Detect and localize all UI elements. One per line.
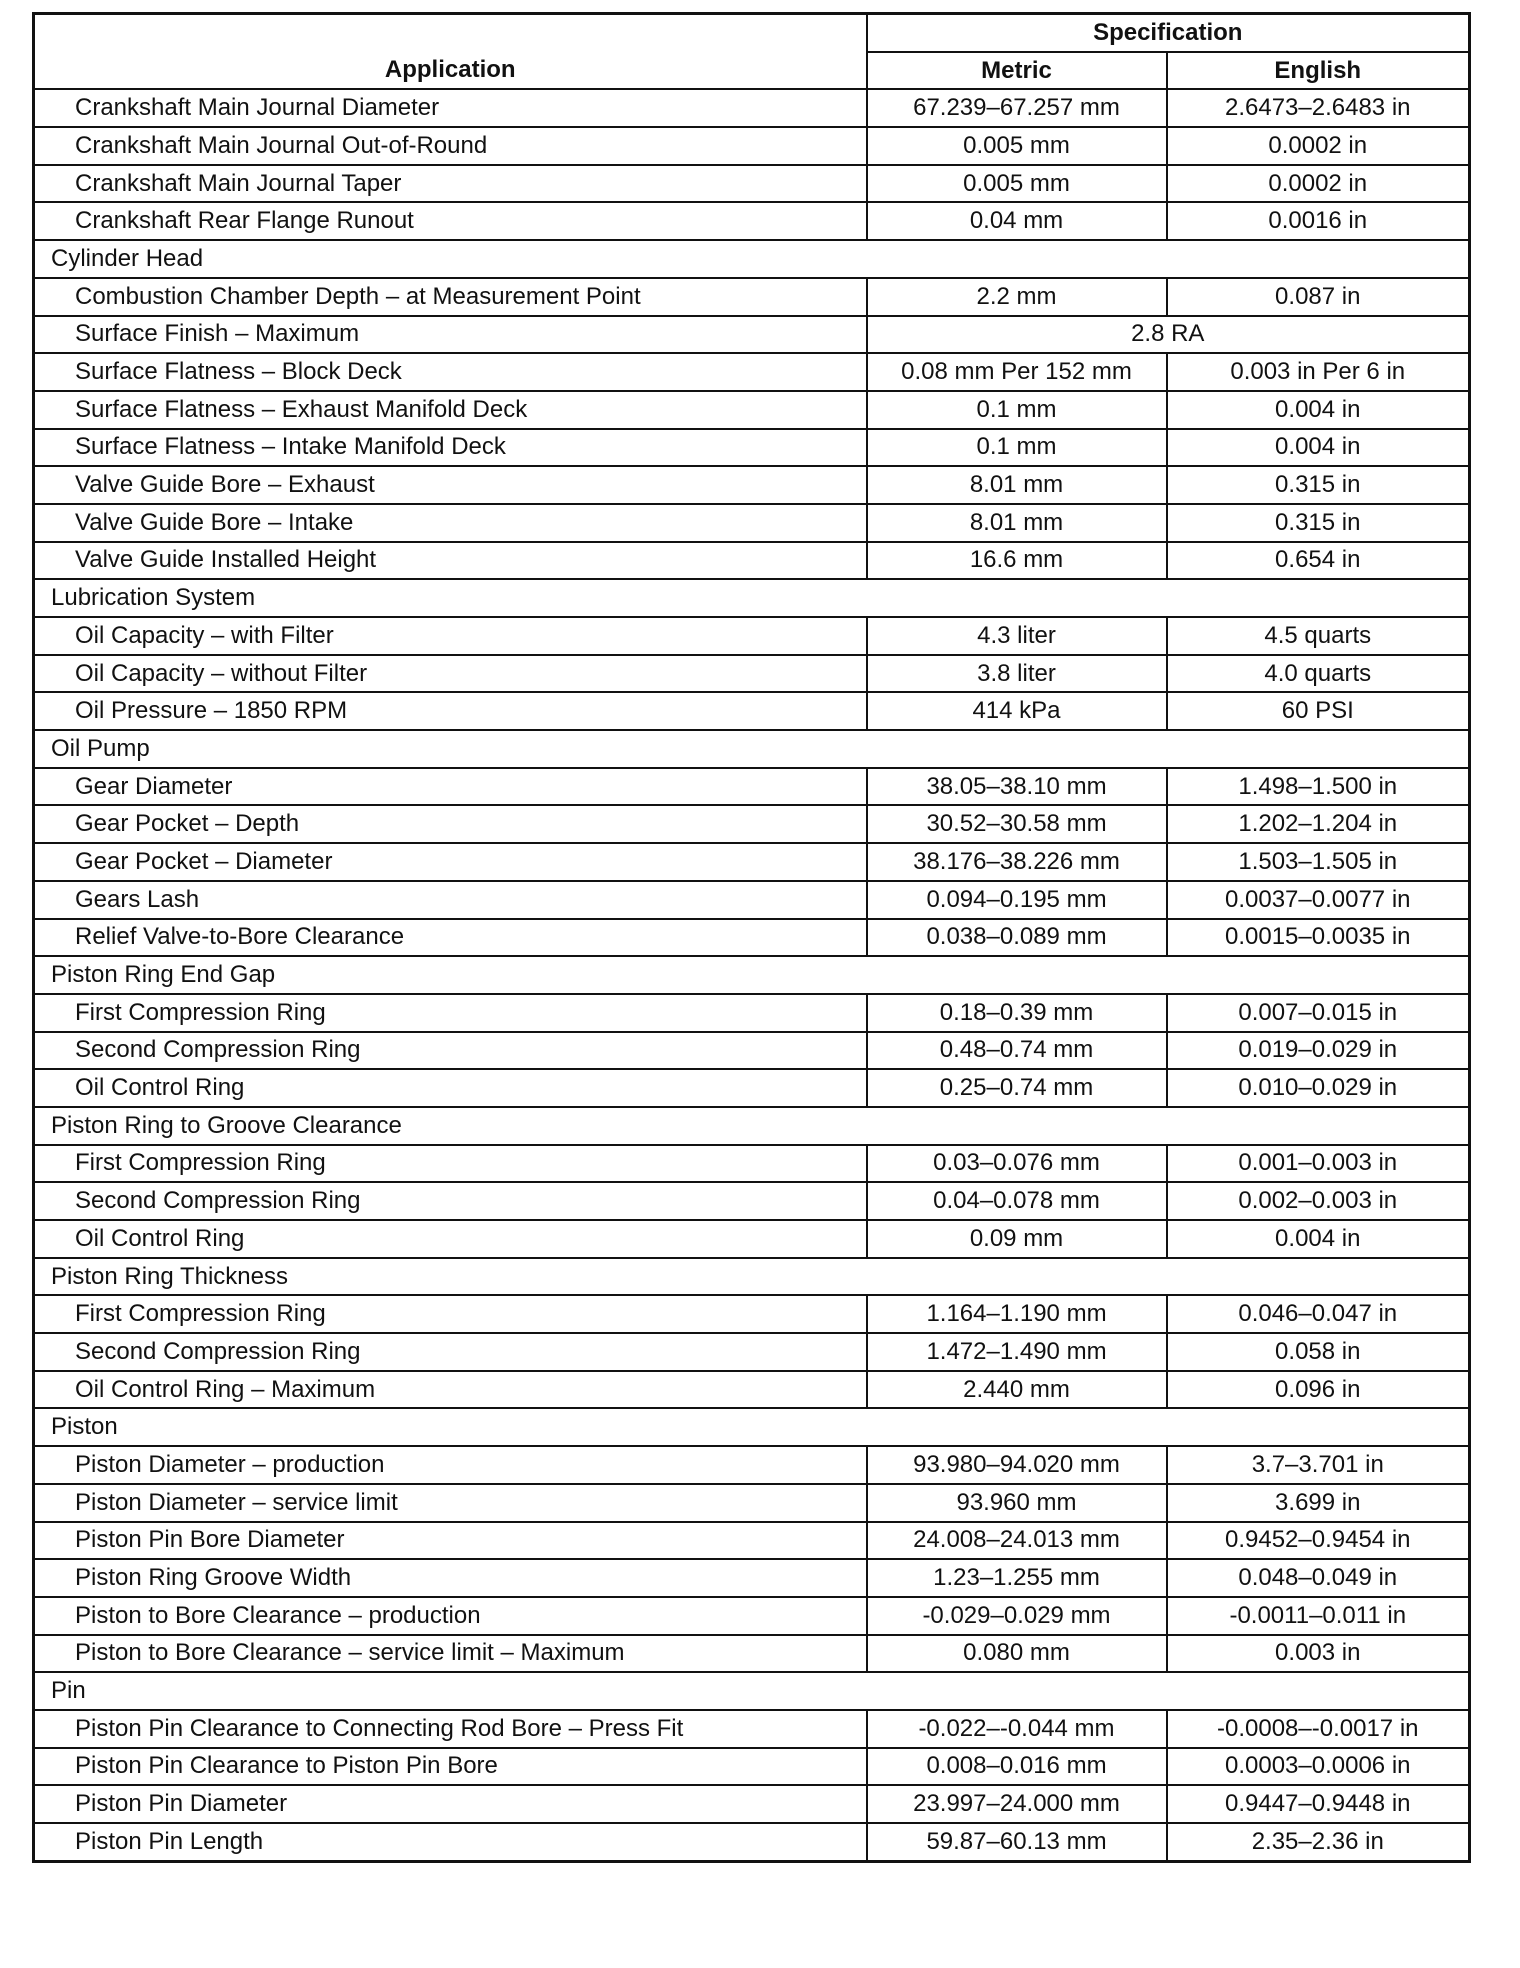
english-cell: 0.004 in: [1167, 1220, 1470, 1258]
table-row: [34, 1785, 1470, 1823]
application-cell: Second Compression Ring: [34, 1032, 867, 1070]
application-cell: Gear Pocket – Diameter: [34, 843, 867, 881]
table-row: [34, 391, 1470, 429]
table-row: [34, 843, 1470, 881]
application-cell: Oil Control Ring – Maximum: [34, 1371, 867, 1409]
table-row: [34, 1145, 1470, 1183]
english-cell: 0.003 in Per 6 in: [1167, 353, 1470, 391]
table-row: [34, 165, 1470, 203]
table-row: [34, 1522, 1470, 1560]
metric-cell: 93.960 mm: [867, 1484, 1167, 1522]
metric-cell: -0.022–-0.044 mm: [867, 1710, 1167, 1748]
table-body: [34, 89, 1470, 1861]
table-row: [34, 89, 1470, 127]
application-cell: Oil Pressure – 1850 RPM: [34, 692, 867, 730]
application-cell: Second Compression Ring: [34, 1182, 867, 1220]
english-cell: 0.003 in: [1167, 1635, 1470, 1673]
table-row: [34, 1597, 1470, 1635]
english-cell: 0.004 in: [1167, 429, 1470, 467]
section-row: [34, 1107, 1470, 1145]
table-row: [34, 768, 1470, 806]
english-column-header: English: [1167, 52, 1470, 90]
specification-table: [32, 12, 1471, 1863]
table-row: [34, 1220, 1470, 1258]
table-header: [34, 14, 1470, 90]
section-title: Cylinder Head: [34, 240, 1470, 278]
metric-cell: 0.18–0.39 mm: [867, 994, 1167, 1032]
section-title: Oil Pump: [34, 730, 1470, 768]
metric-cell: 0.04–0.078 mm: [867, 1182, 1167, 1220]
metric-cell: 38.05–38.10 mm: [867, 768, 1167, 806]
table-row: [34, 316, 1470, 354]
metric-cell: 1.164–1.190 mm: [867, 1295, 1167, 1333]
english-cell: 0.0002 in: [1167, 127, 1470, 165]
metric-cell: 4.3 liter: [867, 617, 1167, 655]
metric-cell: 30.52–30.58 mm: [867, 805, 1167, 843]
metric-cell: 3.8 liter: [867, 655, 1167, 693]
english-cell: 1.503–1.505 in: [1167, 843, 1470, 881]
table-row: [34, 994, 1470, 1032]
application-cell: Piston Pin Diameter: [34, 1785, 867, 1823]
application-cell: Surface Flatness – Block Deck: [34, 353, 867, 391]
english-cell: 0.0002 in: [1167, 165, 1470, 203]
english-cell: 0.002–0.003 in: [1167, 1182, 1470, 1220]
table-row: [34, 353, 1470, 391]
application-cell: First Compression Ring: [34, 1145, 867, 1183]
english-cell: 0.0003–0.0006 in: [1167, 1748, 1470, 1786]
section-row: [34, 1672, 1470, 1710]
table-row: [34, 655, 1470, 693]
section-row: [34, 240, 1470, 278]
table-row: [34, 466, 1470, 504]
table-row: [34, 1710, 1470, 1748]
metric-cell: 1.23–1.255 mm: [867, 1559, 1167, 1597]
table-row: [34, 1182, 1470, 1220]
application-cell: Gear Pocket – Depth: [34, 805, 867, 843]
application-cell: Second Compression Ring: [34, 1333, 867, 1371]
section-title: Lubrication System: [34, 579, 1470, 617]
metric-cell: 8.01 mm: [867, 466, 1167, 504]
english-cell: 0.010–0.029 in: [1167, 1069, 1470, 1107]
table-row: [34, 692, 1470, 730]
application-cell: Surface Flatness – Intake Manifold Deck: [34, 429, 867, 467]
application-cell: Crankshaft Main Journal Out-of-Round: [34, 127, 867, 165]
application-cell: Piston Diameter – service limit: [34, 1484, 867, 1522]
english-cell: 0.007–0.015 in: [1167, 994, 1470, 1032]
application-cell: First Compression Ring: [34, 994, 867, 1032]
english-cell: 0.0037–0.0077 in: [1167, 881, 1470, 919]
application-cell: Relief Valve-to-Bore Clearance: [34, 919, 867, 957]
english-cell: 4.0 quarts: [1167, 655, 1470, 693]
merged-spec-cell: 2.8 RA: [867, 316, 1470, 354]
metric-cell: 0.1 mm: [867, 429, 1167, 467]
metric-cell: 0.1 mm: [867, 391, 1167, 429]
section-row: [34, 1258, 1470, 1296]
table-row: [34, 919, 1470, 957]
metric-cell: 24.008–24.013 mm: [867, 1522, 1167, 1560]
section-title: Piston Ring End Gap: [34, 956, 1470, 994]
metric-cell: -0.029–0.029 mm: [867, 1597, 1167, 1635]
table-row: [34, 805, 1470, 843]
english-cell: 60 PSI: [1167, 692, 1470, 730]
application-cell: Oil Control Ring: [34, 1220, 867, 1258]
english-cell: 3.699 in: [1167, 1484, 1470, 1522]
english-cell: 0.058 in: [1167, 1333, 1470, 1371]
english-cell: 2.35–2.36 in: [1167, 1823, 1470, 1861]
application-cell: Oil Control Ring: [34, 1069, 867, 1107]
english-cell: 0.315 in: [1167, 504, 1470, 542]
metric-cell: 414 kPa: [867, 692, 1167, 730]
metric-cell: 16.6 mm: [867, 542, 1167, 580]
application-cell: Crankshaft Rear Flange Runout: [34, 202, 867, 240]
english-cell: 3.7–3.701 in: [1167, 1446, 1470, 1484]
english-cell: 0.315 in: [1167, 466, 1470, 504]
english-cell: 0.0016 in: [1167, 202, 1470, 240]
metric-cell: 2.440 mm: [867, 1371, 1167, 1409]
metric-cell: 0.04 mm: [867, 202, 1167, 240]
table-row: [34, 504, 1470, 542]
english-cell: 2.6473–2.6483 in: [1167, 89, 1470, 127]
metric-cell: 38.176–38.226 mm: [867, 843, 1167, 881]
english-cell: 0.048–0.049 in: [1167, 1559, 1470, 1597]
table-row: [34, 202, 1470, 240]
table-row: [34, 1032, 1470, 1070]
section-title: Piston Ring Thickness: [34, 1258, 1470, 1296]
application-cell: Piston Pin Bore Diameter: [34, 1522, 867, 1560]
application-cell: Crankshaft Main Journal Taper: [34, 165, 867, 203]
metric-cell: 0.038–0.089 mm: [867, 919, 1167, 957]
metric-cell: 0.080 mm: [867, 1635, 1167, 1673]
section-title: Piston Ring to Groove Clearance: [34, 1107, 1470, 1145]
english-cell: 4.5 quarts: [1167, 617, 1470, 655]
section-row: [34, 730, 1470, 768]
english-cell: 0.087 in: [1167, 278, 1470, 316]
table-row: [34, 1635, 1470, 1673]
english-cell: 0.654 in: [1167, 542, 1470, 580]
metric-cell: 0.08 mm Per 152 mm: [867, 353, 1167, 391]
application-column-header: Application: [34, 14, 867, 90]
english-cell: 0.9452–0.9454 in: [1167, 1522, 1470, 1560]
application-cell: Valve Guide Installed Height: [34, 542, 867, 580]
english-cell: 0.046–0.047 in: [1167, 1295, 1470, 1333]
table-row: [34, 1371, 1470, 1409]
application-cell: Crankshaft Main Journal Diameter: [34, 89, 867, 127]
english-cell: 0.096 in: [1167, 1371, 1470, 1409]
metric-cell: 0.48–0.74 mm: [867, 1032, 1167, 1070]
application-cell: Valve Guide Bore – Intake: [34, 504, 867, 542]
table-row: [34, 1559, 1470, 1597]
application-cell: Piston Pin Clearance to Piston Pin Bore: [34, 1748, 867, 1786]
application-cell: Oil Capacity – with Filter: [34, 617, 867, 655]
table-row: [34, 617, 1470, 655]
section-row: [34, 579, 1470, 617]
english-cell: 1.202–1.204 in: [1167, 805, 1470, 843]
metric-cell: 0.005 mm: [867, 127, 1167, 165]
table-row: [34, 881, 1470, 919]
table-row: [34, 1748, 1470, 1786]
section-title: Piston: [34, 1408, 1470, 1446]
table-row: [34, 1295, 1470, 1333]
english-cell: 0.001–0.003 in: [1167, 1145, 1470, 1183]
metric-cell: 0.008–0.016 mm: [867, 1748, 1167, 1786]
english-cell: 1.498–1.500 in: [1167, 768, 1470, 806]
metric-cell: 1.472–1.490 mm: [867, 1333, 1167, 1371]
specification-column-header: Specification: [867, 14, 1470, 52]
application-cell: Piston Pin Length: [34, 1823, 867, 1861]
english-cell: 0.0015–0.0035 in: [1167, 919, 1470, 957]
application-cell: Combustion Chamber Depth – at Measurement Point: [34, 278, 867, 316]
application-cell: Oil Capacity – without Filter: [34, 655, 867, 693]
table-row: [34, 1484, 1470, 1522]
english-cell: 0.019–0.029 in: [1167, 1032, 1470, 1070]
table-row: [34, 542, 1470, 580]
application-cell: Surface Finish – Maximum: [34, 316, 867, 354]
table-row: [34, 127, 1470, 165]
metric-cell: 0.25–0.74 mm: [867, 1069, 1167, 1107]
header-row-top: [34, 14, 1470, 52]
english-cell: -0.0011–0.011 in: [1167, 1597, 1470, 1635]
application-cell: Surface Flatness – Exhaust Manifold Deck: [34, 391, 867, 429]
metric-cell: 93.980–94.020 mm: [867, 1446, 1167, 1484]
application-cell: Piston Diameter – production: [34, 1446, 867, 1484]
table-row: [34, 1069, 1470, 1107]
section-row: [34, 956, 1470, 994]
application-cell: Gears Lash: [34, 881, 867, 919]
metric-cell: 0.094–0.195 mm: [867, 881, 1167, 919]
table-row: [34, 429, 1470, 467]
application-cell: First Compression Ring: [34, 1295, 867, 1333]
metric-cell: 0.03–0.076 mm: [867, 1145, 1167, 1183]
table-row: [34, 278, 1470, 316]
application-cell: Valve Guide Bore – Exhaust: [34, 466, 867, 504]
metric-cell: 59.87–60.13 mm: [867, 1823, 1167, 1861]
table-row: [34, 1333, 1470, 1371]
table-row: [34, 1823, 1470, 1861]
metric-cell: 0.005 mm: [867, 165, 1167, 203]
metric-cell: 67.239–67.257 mm: [867, 89, 1167, 127]
metric-cell: 23.997–24.000 mm: [867, 1785, 1167, 1823]
section-title: Pin: [34, 1672, 1470, 1710]
metric-cell: 8.01 mm: [867, 504, 1167, 542]
table-row: [34, 1446, 1470, 1484]
section-row: [34, 1408, 1470, 1446]
metric-cell: 0.09 mm: [867, 1220, 1167, 1258]
english-cell: 0.9447–0.9448 in: [1167, 1785, 1470, 1823]
english-cell: 0.004 in: [1167, 391, 1470, 429]
metric-column-header: Metric: [867, 52, 1167, 90]
metric-cell: 2.2 mm: [867, 278, 1167, 316]
application-cell: Piston to Bore Clearance – production: [34, 1597, 867, 1635]
application-cell: Piston Pin Clearance to Connecting Rod Bore – Press Fit: [34, 1710, 867, 1748]
application-cell: Gear Diameter: [34, 768, 867, 806]
application-cell: Piston to Bore Clearance – service limit – Maximum: [34, 1635, 867, 1673]
english-cell: -0.0008–-0.0017 in: [1167, 1710, 1470, 1748]
application-cell: Piston Ring Groove Width: [34, 1559, 867, 1597]
